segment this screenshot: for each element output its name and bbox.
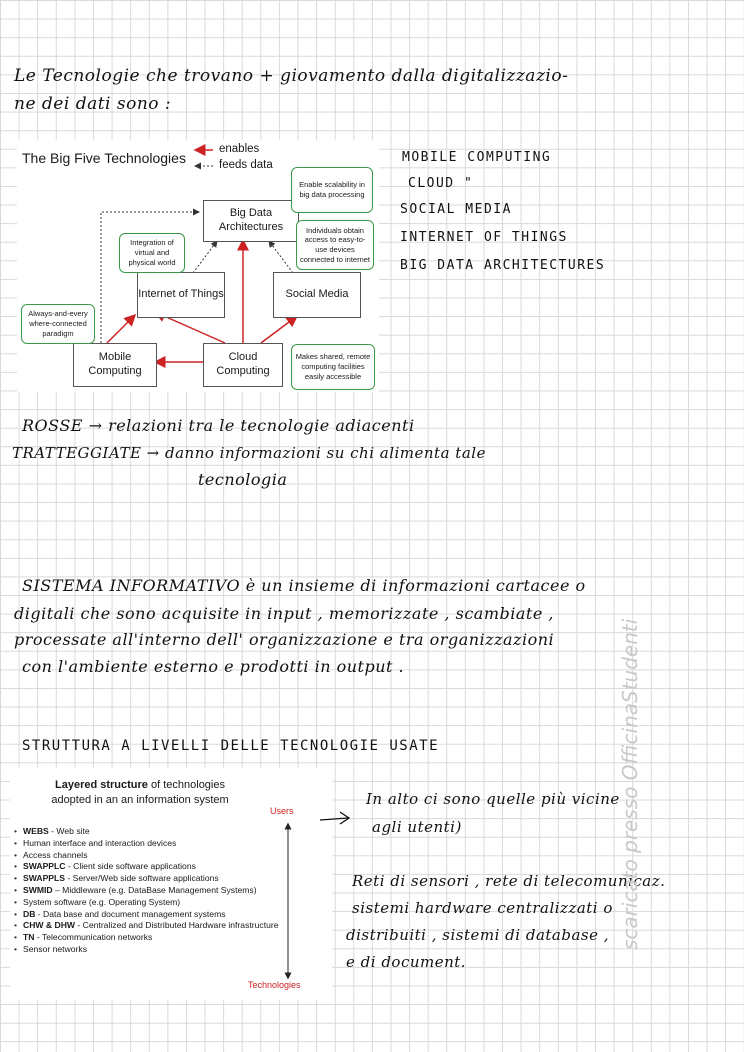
layer-item: • Access channels <box>12 850 302 862</box>
note-sistema-3: processate all'interno dell' organizzazione e tra organizzazioni <box>14 630 555 649</box>
layer-list <box>12 826 302 956</box>
figure-title: The Big Five Technologies <box>22 150 186 166</box>
technologies-label: Technologies <box>248 980 301 990</box>
node-social-media: Social Media <box>273 272 361 318</box>
layer-item: • Human interface and interaction devices <box>12 838 302 850</box>
note-reti-3: distribuiti , sistemi di database , <box>346 926 610 944</box>
tech-item-4: INTERNET OF THINGS <box>400 230 568 245</box>
note-rosse: ROSSE → relazioni tra le tecnologie adiacenti <box>22 416 415 435</box>
big-five-figure <box>17 140 379 392</box>
layered-title-bold: Layered structure <box>55 779 148 791</box>
layered-title-rest: of technologies <box>147 779 225 791</box>
layered-title-line2: adopted in an an information system <box>51 794 229 807</box>
layer-item: • Sensor networks <box>12 944 302 956</box>
note-sistema-1: SISTEMA INFORMATIVO è un insieme di informazioni cartacee o <box>22 576 586 595</box>
note-always-connected: Always-and-every where-connected paradigm <box>21 304 95 344</box>
layer-item: • SWAPPLS - Server/Web side software applications <box>12 873 302 885</box>
layer-item: • System software (e.g. Operating System) <box>12 897 302 909</box>
note-struttura: STRUTTURA A LIVELLI DELLE TECNOLOGIE USATE <box>22 738 440 754</box>
layer-item: • WEBS - Web site <box>12 826 302 838</box>
note-makes-shared: Makes shared, remote computing facilities easily accessible <box>291 344 375 390</box>
layer-item: • SWAPPLC - Client side software applications <box>12 861 302 873</box>
watermark: scaricato presso OfficinaStudenti <box>618 618 642 950</box>
note-sistema-2: digitali che sono acquisite in input , memorizzate , scambiate , <box>14 604 554 623</box>
node-big-data: Big Data Architectures <box>203 200 299 242</box>
node-mobile-computing: Mobile Computing <box>73 343 157 387</box>
layer-item: • DB - Data base and document management systems <box>12 909 302 921</box>
legend-feeds: feeds data <box>219 159 273 171</box>
users-label: Users <box>270 806 294 816</box>
tech-item-5: BIG DATA ARCHITECTURES <box>400 258 606 273</box>
legend-enables: enables <box>219 143 260 155</box>
layered-title <box>10 778 270 809</box>
note-reti-4: e di document. <box>346 953 467 971</box>
note-sistema-4: con l'ambiente esterno e prodotti in output . <box>22 657 405 676</box>
note-tratteggiate: TRATTEGGIATE → danno informazioni su chi alimenta tale <box>12 444 486 462</box>
note-reti-2: sistemi hardware centralizzati o <box>352 899 613 917</box>
tech-item-3: SOCIAL MEDIA <box>400 202 512 217</box>
note-integration: Integration of virtual and physical world <box>119 233 185 273</box>
note-in-alto-2: agli utenti) <box>372 818 462 836</box>
note-individuals: Individuals obtain access to easy-to-use devices connected to internet <box>296 220 374 270</box>
layer-item: • TN - Telecommunication networks <box>12 932 302 944</box>
layer-item: • CHW & DHW - Centralized and Distributed Hardware infrastructure <box>12 920 302 932</box>
note-in-alto-1: In alto ci sono quelle più vicine <box>366 790 620 808</box>
note-reti-1: Reti di sensori , rete di telecomunicaz. <box>352 872 666 890</box>
layered-structure-figure <box>10 768 332 1000</box>
tech-item-1: MOBILE COMPUTING <box>402 150 552 165</box>
note-line-2: ne dei dati sono : <box>14 94 172 114</box>
node-cloud-computing: Cloud Computing <box>203 343 283 387</box>
note-line-1: Le Tecnologie che trovano + giovamento dalla digitalizzazio- <box>14 66 569 86</box>
layer-item: • SWMID – Middleware (e.g. DataBase Management Systems) <box>12 885 302 897</box>
note-scalability: Enable scalability in big data processing <box>291 167 373 213</box>
tech-item-2: CLOUD " <box>408 176 474 191</box>
handwritten-arrow <box>318 810 358 830</box>
node-iot: Internet of Things <box>137 272 225 318</box>
note-tecnologia: tecnologia <box>198 470 288 489</box>
